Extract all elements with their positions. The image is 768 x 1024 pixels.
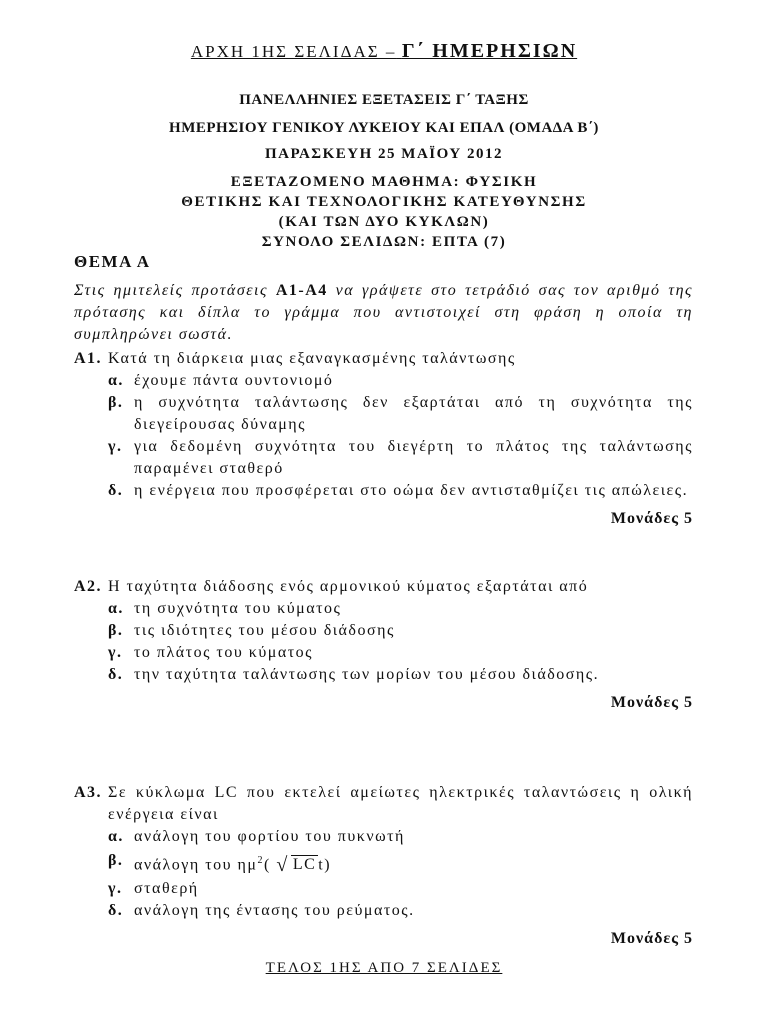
option-text: ανάλογη του ημ [134,856,258,874]
points-label: Μονάδες 5 [610,510,693,527]
option-letter: γ. [108,438,123,455]
exam-cycles: (ΚΑΙ ΤΩΝ ΔΥΟ ΚΥΚΛΩΝ) [278,214,490,230]
option-text: ανάλογη της έντασης του ρεύματος. [134,902,415,920]
exam-school-type: ΗΜΕΡΗΣΙΟΥ ΓΕΝΙΚΟΥ ΛΥΚΕΙΟΥ ΚΑΙ ΕΠΑΛ (ΟΜΑΔΑ Β΄) [169,120,599,136]
exam-date: ΠΑΡΑΣΚΕΥΗ 25 ΜΑΪΟΥ 2012 [265,146,503,162]
top-header-prefix: ΑΡΧΗ 1ΗΣ ΣΕΛΙΔΑΣ – [190,42,397,61]
page-footer: ΤΕΛΟΣ 1ΗΣ ΑΠΟ 7 ΣΕΛΙΔΕΣ [265,960,503,976]
option-c [74,878,693,900]
top-header-strong: Γ΄ ΗΜΕΡΗΣΙΩΝ [401,40,578,62]
option-letter: β. [108,852,124,869]
exam-total-pages: ΣΥΝΟΛΟ ΣΕΛΙΔΩΝ: ΕΠΤΑ (7) [261,234,507,250]
exam-subject: ΕΞΕΤΑΖΟΜΕΝΟ ΜΑΘΗΜΑ: ΦΥΣΙΚΗ [230,174,538,190]
option-text: για δεδομένη συχνότητα του διεγέρτη το πλάτος της ταλάντωσης παραμένει σταθερό [134,438,693,477]
option-letter: β. [108,622,124,639]
question-number: Α3. [74,784,103,801]
option-text: τη συχνότητα του κύματος [134,600,342,617]
paren-close: ) [324,856,332,874]
question-number: Α2. [74,578,103,595]
option-letter: α. [108,372,124,389]
option-c [74,436,693,480]
option-b [74,620,693,642]
option-d [74,480,693,502]
section-heading: ΘΕΜΑ Α [74,252,151,271]
option-a [74,598,693,620]
question-a1 [74,348,693,530]
option-letter: γ. [108,644,123,661]
option-c [74,642,693,664]
instructions-after: να γράψετε στο τετράδιό σας τον αριθμό της πρότασης και δίπλα το γράμμα που αντιστοιχεί στη φράση η οποία τη συμπληρώνει σωστά. [74,282,693,343]
option-letter: β. [108,394,124,411]
option-letter: γ. [108,880,123,898]
question-text: Κατά τη διάρκεια μιας εξαναγκασμένης ταλάντωσης [108,350,516,367]
time-variable: t [318,856,325,874]
instructions-before: Στις ημιτελείς προτάσεις [74,282,276,299]
square-root-icon: √ [276,854,289,877]
question-stem [74,576,693,598]
option-letter: δ. [108,666,124,683]
sqrt-radicand: LC [292,856,317,874]
option-letter: δ. [108,902,124,920]
option-text: τις ιδιότητες του μέσου διάδοσης [134,622,395,639]
exam-subject-block [0,172,768,252]
question-a3 [74,782,693,950]
option-b [74,392,693,436]
question-text: Η ταχύτητα διάδοσης ενός αρμονικού κύματος εξαρτάται από [108,578,589,595]
exam-direction: ΘΕΤΙΚΗΣ ΚΑΙ ΤΕΧΝΟΛΟΓΙΚΗΣ ΚΑΤΕΥΘΥΝΣΗΣ [181,194,587,210]
question-stem [74,782,693,826]
option-text: η συχνότητα ταλάντωσης δεν εξαρτάται από τη συχνότητα της διεγείρουσας δύναμης [134,394,693,433]
option-text: ανάλογη του φορτίου του πυκνωτή [134,828,405,845]
option-text: σταθερή [134,880,199,898]
instructions-bold: Α1-Α4 [275,282,328,299]
option-a [74,370,693,392]
exam-title: ΠΑΝΕΛΛΗΝΙΕΣ ΕΞΕΤΑΣΕΙΣ Γ΄ ΤΑΞΗΣ [239,92,529,108]
option-letter: δ. [108,482,124,499]
option-letter: α. [108,600,124,617]
option-b [74,848,693,878]
instructions [74,280,693,346]
option-text: έχουμε πάντα ουντονιομό [134,372,334,389]
points-label: Μονάδες 5 [610,694,693,711]
question-text: Σε κύκλωμα LC που εκτελεί αμείωτες ηλεκτρικές ταλαντώσεις η ολική ενέργεια είναι [108,784,693,823]
option-text: το πλάτος του κύματος [134,644,313,661]
paren-open: ( [264,856,271,874]
option-d [74,664,693,686]
option-a [74,826,693,848]
question-stem [74,348,693,370]
points-label: Μονάδες 5 [610,930,693,948]
power-superscript: 2 [257,855,264,866]
option-d [74,900,693,922]
question-a2 [74,576,693,714]
question-number: Α1. [74,350,103,367]
page-top-header [0,40,768,63]
option-text: η ενέργεια που προσφέρεται στο οώμα δεν αντισταθμίζει τις απώλειες. [134,482,689,499]
option-letter: α. [108,828,124,845]
option-text: την ταχύτητα ταλάντωσης των μορίων του μέσου διάδοσης. [134,666,600,683]
